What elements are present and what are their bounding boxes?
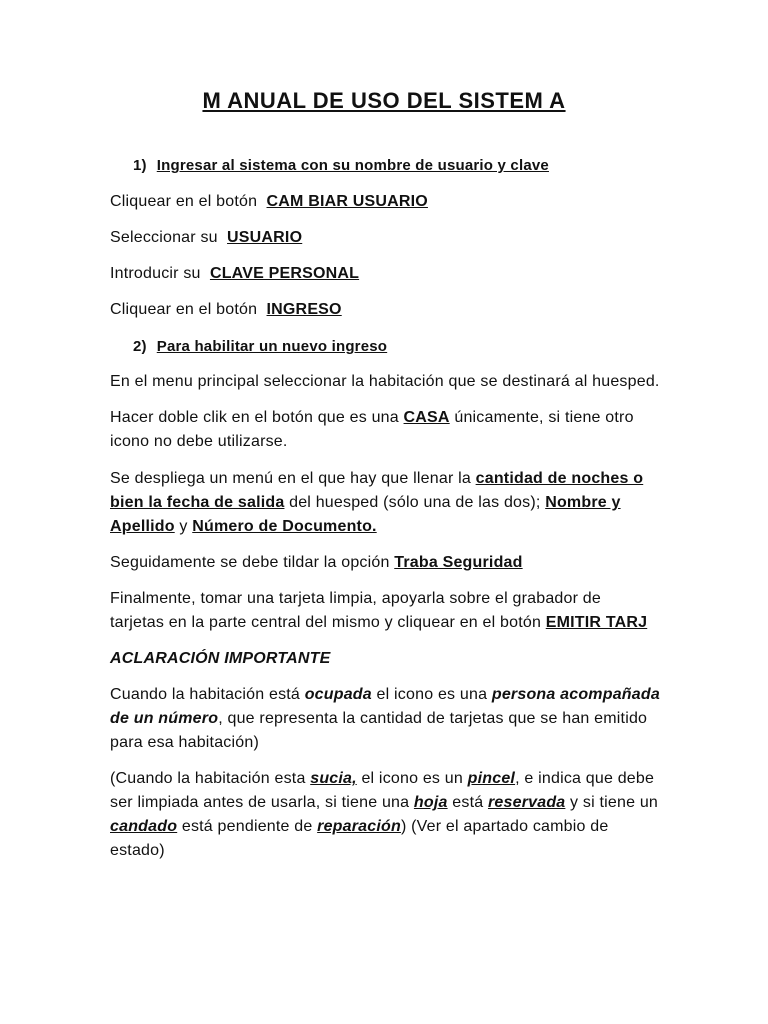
step-text: Seleccionar su: [110, 229, 218, 246]
note-occupied-2: de un número, que representa la cantidad de tarjetas que se han emitido: [110, 710, 648, 727]
nights-key: cantidad de noches o: [475, 470, 644, 487]
paragraph-menu-fields-3: Apellido y Número de Documento.: [110, 518, 377, 535]
step-enter-password: [110, 262, 710, 286]
page-title: M ANUAL DE USO DEL SISTEM A: [202, 88, 566, 113]
paragraph-double-click: Hacer doble clik en el botón que es una CASA únicamente, si tiene otro: [110, 409, 634, 426]
name-key: Nombre y: [545, 494, 621, 511]
login-key: INGRESO: [266, 301, 342, 318]
checkout-date-key: bien la fecha de salida: [110, 494, 285, 511]
paragraph-security-option: Seguidamente se debe tildar la opción Traba Seguridad: [110, 554, 523, 571]
step-text: Cliquear en el botón: [110, 193, 258, 210]
note-dirty-3: candado está pendiente de reparación) (Ver el apartado cambio de: [110, 818, 609, 835]
note-dirty-4: estado): [110, 842, 165, 859]
house-key: CASA: [403, 409, 450, 426]
issue-card-key: EMITIR TARJ: [545, 614, 648, 631]
step-text: Introducir su: [110, 265, 201, 282]
section-1-heading: [133, 154, 733, 178]
step-select-user: [110, 226, 710, 250]
paragraph-menu-fields: Se despliega un menú en el que hay que llenar la cantidad de noches o: [110, 470, 644, 487]
important-note-heading: ACLARACIÓN IMPORTANTE: [110, 650, 331, 667]
paragraph-double-click-cont: icono no debe utilizarse.: [110, 433, 288, 450]
paragraph-finally-2: tarjetas en la parte central del mismo y cliquear en el botón EMITIR TARJ: [110, 614, 648, 631]
surname-key: Apellido: [110, 518, 175, 535]
brush-term: pincel: [467, 770, 516, 787]
dirty-term: sucia,: [310, 770, 357, 787]
user-key: USUARIO: [227, 229, 303, 246]
step-login: [110, 298, 710, 322]
section-2-title: Para habilitar un nuevo ingreso: [156, 338, 388, 355]
person-term: persona acompañada: [491, 686, 660, 703]
security-lock-key: Traba Seguridad: [394, 554, 523, 571]
section-2-number: 2): [133, 338, 147, 355]
document-number-key: Número de Documento.: [192, 518, 377, 535]
leaf-term: hoja: [413, 794, 448, 811]
repair-term: reparación: [317, 818, 401, 835]
change-user-key: CAM BIAR USUARIO: [266, 193, 428, 210]
password-key: CLAVE PERSONAL: [209, 265, 360, 282]
step-change-user: [110, 190, 710, 214]
reserved-term: reservada: [487, 794, 566, 811]
paragraph-finally: Finalmente, tomar una tarjeta limpia, apoyarla sobre el grabador de: [110, 590, 601, 607]
note-occupied: Cuando la habitación está ocupada el icono es una persona acompañada: [110, 686, 660, 703]
padlock-term: candado: [110, 818, 178, 835]
step-text: Cliquear en el botón: [110, 301, 258, 318]
paragraph-main-menu: En el menu principal seleccionar la habitación que se destinará al huesped.: [110, 373, 660, 390]
note-occupied-3: para esa habitación): [110, 734, 259, 751]
section-1-title: Ingresar al sistema con su nombre de usuario y clave: [156, 157, 549, 174]
section-2-heading: [133, 335, 733, 359]
note-dirty-2: ser limpiada antes de usarla, si tiene una hoja está reservada y si tiene un: [110, 794, 659, 811]
section-1-number: 1): [133, 157, 147, 174]
number-term: de un número: [110, 710, 219, 727]
note-dirty: (Cuando la habitación esta sucia, el icono es un pincel, e indica que debe: [110, 770, 655, 787]
paragraph-menu-fields-2: bien la fecha de salida del huesped (sólo una de las dos); Nombre y: [110, 494, 621, 511]
occupied-term: ocupada: [304, 686, 372, 703]
